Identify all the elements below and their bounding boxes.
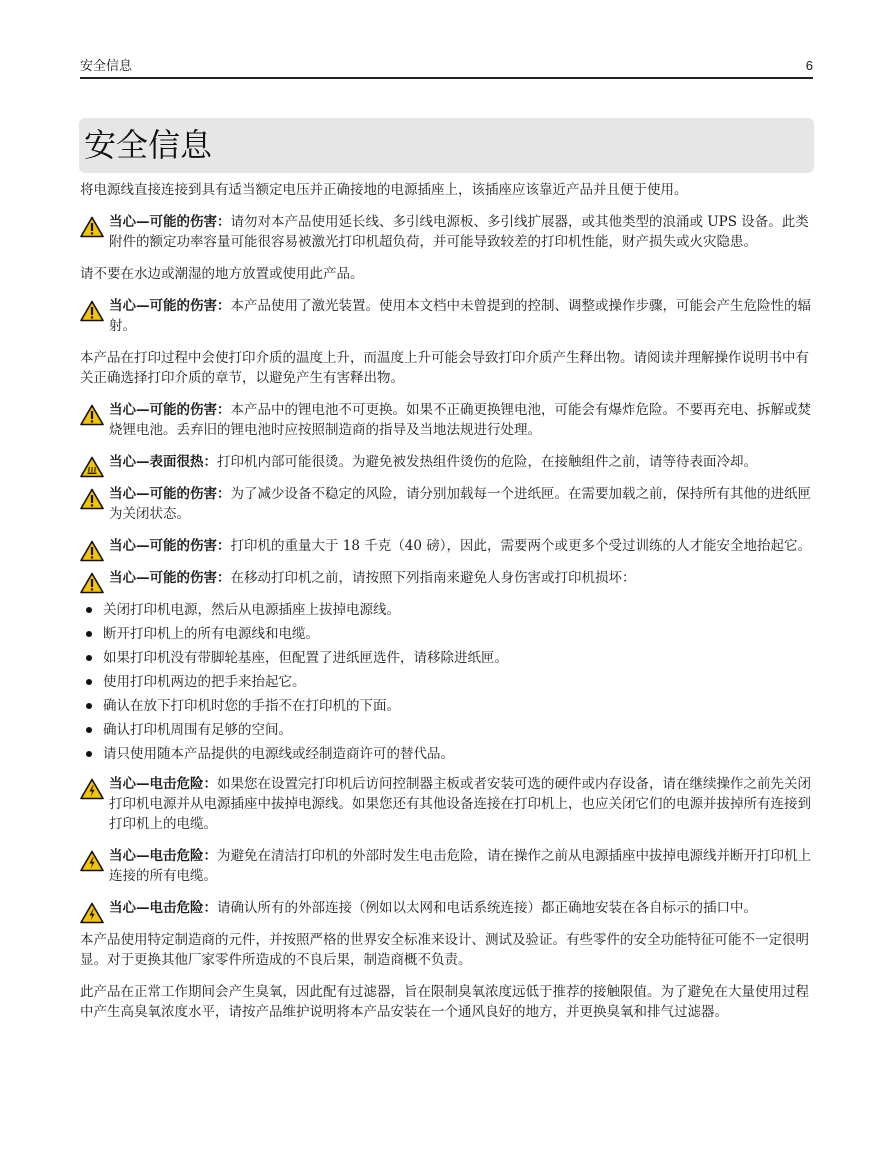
warning-icon [80, 404, 104, 426]
caution-label: 当心—可能的伤害： [109, 538, 231, 554]
caution-label: 当心—电击危险： [109, 776, 217, 792]
caution-text: 如果您在设置完打印机后访问控制器主板或者安装可选的硬件或内存设备，请在继续操作之前先关闭打印机电源并从电源插座中拔掉电源线。如果您还有其他设备连接在打印机上，也应关闭它们的电源并拔掉所有连接到打印机上的电缆。 [109, 776, 811, 832]
list-item-text: 确认打印机周围有足够的空间。 [103, 722, 292, 738]
caution-label: 当心—电击危险： [109, 900, 217, 916]
bullet-icon [86, 607, 92, 613]
caution-text: 在移动打印机之前，请按照下列指南来避免人身伤害或打印机损坏： [230, 570, 636, 586]
document-body [80, 180, 814, 1034]
body-paragraph: 此产品在正常工作期间会产生臭氧，因此配有过滤器，旨在限制臭氧浓度远低于推荐的接触限值。为了避免在大量使用过程中产生高臭氧浓度水平，请按产品维护说明将本产品安装在一个通风良好的地方，并更换臭氧和排气过滤器。 [80, 984, 809, 1020]
bullet-icon [86, 727, 92, 733]
shock-icon [80, 902, 104, 924]
page-number: 6 [805, 58, 813, 73]
list-item-text: 如果打印机没有带脚轮基座，但配置了进纸匣选件，请移除进纸匣。 [103, 650, 508, 666]
caution-label: 当心—可能的伤害： [109, 570, 231, 586]
body-paragraph: 将电源线直接连接到具有适当额定电压并正确接地的电源插座上，该插座应该靠近产品并且便于使用。 [80, 182, 688, 198]
header-section-title: 安全信息 [80, 58, 133, 73]
caution-label: 当心—电击危险： [109, 848, 217, 864]
list-item [80, 696, 814, 716]
caution-text: 为了减少设备不稳定的风险，请分别加载每一个进纸匣。在需要加载之前，保持所有其他的进纸匣为关闭状态。 [109, 486, 811, 522]
caution-notice [80, 898, 814, 918]
warning-icon [80, 540, 104, 562]
body-paragraph: 本产品在打印过程中会使打印介质的温度上升，而温度上升可能会导致打印介质产生释出物。请阅读并理解操作说明书中有关正确选择打印介质的章节，以避免产生有害释出物。 [80, 350, 809, 386]
caution-label: 当心—可能的伤害： [109, 486, 231, 502]
caution-text: 请勿对本产品使用延长线、多引线电源板、多引线扩展器，或其他类型的浪涌或 UPS 设备。此类附件的额定功率容量可能很容易被激光打印机超负荷，并可能导致较差的打印机性能，财产损失或火灾隐患。 [109, 214, 809, 250]
page-header [80, 58, 813, 79]
list-item-text: 确认在放下打印机时您的手指不在打印机的下面。 [103, 698, 400, 714]
title-bar [79, 118, 814, 173]
caution-label: 当心—可能的伤害： [109, 298, 231, 314]
caution-text: 请确认所有的外部连接（例如以太网和电话系统连接）都正确地安装在各自标示的插口中。 [217, 900, 757, 916]
list-item-text: 关闭打印机电源，然后从电源插座上拔掉电源线。 [103, 602, 400, 618]
caution-text: 打印机内部可能很烫。为避免被发热组件烫伤的危险，在接触组件之前，请等待表面冷却。 [217, 454, 757, 470]
caution-notice [80, 296, 814, 336]
caution-notice [80, 568, 814, 588]
bullet-icon [86, 751, 92, 757]
list-item-text: 使用打印机两边的把手来抬起它。 [103, 674, 306, 690]
list-item [80, 624, 814, 644]
shock-icon [80, 850, 104, 872]
hot-surface-icon [80, 456, 104, 478]
bullet-icon [86, 703, 92, 709]
caution-label: 当心—表面很热： [109, 454, 217, 470]
bullet-icon [86, 679, 92, 685]
list-item-text: 请只使用随本产品提供的电源线或经制造商许可的替代品。 [103, 746, 454, 762]
page-title: 安全信息 [84, 126, 213, 164]
list-item [80, 672, 814, 692]
body-paragraph: 本产品使用特定制造商的元件，并按照严格的世界安全标准来设计、测试及验证。有些零件的安全功能特征可能不一定很明显。对于更换其他厂家零件所造成的不良后果，制造商概不负责。 [80, 932, 809, 968]
bullet-icon [86, 655, 92, 661]
caution-notice [80, 452, 814, 472]
caution-label: 当心—可能的伤害： [109, 214, 231, 230]
caution-notice [80, 536, 814, 556]
list-item [80, 600, 814, 620]
caution-notice [80, 484, 814, 524]
guideline-list [80, 600, 814, 764]
caution-label: 当心—可能的伤害： [109, 402, 231, 418]
bullet-icon [86, 631, 92, 637]
caution-text: 本产品中的锂电池不可更换。如果不正确更换锂电池，可能会有爆炸危险。不要再充电、拆解或焚烧锂电池。丢弃旧的锂电池时应按照制造商的指导及当地法规进行处理。 [109, 402, 811, 438]
list-item [80, 744, 814, 764]
caution-notice [80, 400, 814, 440]
list-item [80, 648, 814, 668]
list-item [80, 720, 814, 740]
caution-notice [80, 774, 814, 834]
caution-notice [80, 846, 814, 886]
caution-text: 打印机的重量大于 18 千克（40 磅），因此，需要两个或更多个受过训练的人才能安全地抬起它。 [230, 538, 811, 554]
caution-text: 为避免在清洁打印机的外部时发生电击危险，请在操作之前从电源插座中拔掉电源线并断开打印机上连接的所有电缆。 [109, 848, 811, 884]
caution-notice [80, 212, 814, 252]
body-paragraph: 请不要在水边或潮湿的地方放置或使用此产品。 [80, 266, 364, 282]
caution-text: 本产品使用了激光装置。使用本文档中未曾提到的控制、调整或操作步骤，可能会产生危险性的辐射。 [109, 298, 811, 334]
warning-icon [80, 572, 104, 594]
warning-icon [80, 488, 104, 510]
warning-icon [80, 216, 104, 238]
shock-icon [80, 778, 104, 800]
list-item-text: 断开打印机上的所有电源线和电缆。 [103, 626, 319, 642]
warning-icon [80, 300, 104, 322]
